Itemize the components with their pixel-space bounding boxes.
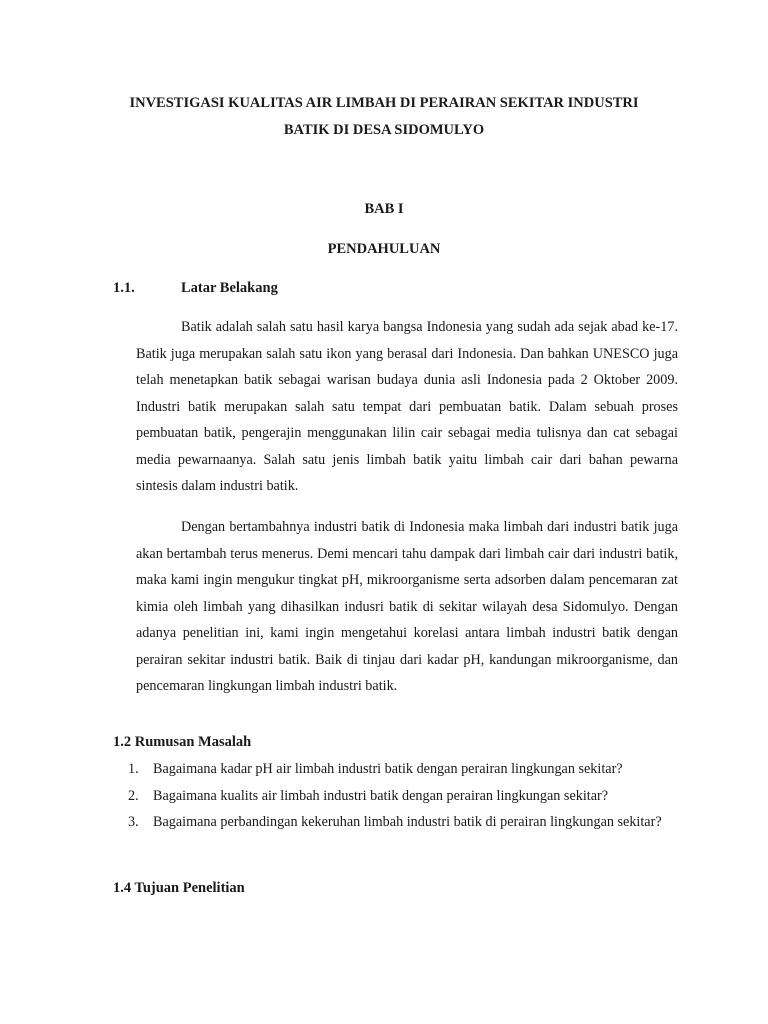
section-1-4-heading: 1.4 Tujuan Penelitian <box>113 880 245 896</box>
background-paragraph-1: Batik adalah salah satu hasil karya bangsa Indonesia yang sudah ada sejak abad ke-17. Batik juga merupakan salah satu ikon yang berasal dari Indonesia. Dan bahkan UNESCO juga telah menetapkan batik sebagai warisan budaya dunia asli Indonesia pada 2 Oktober 2009. Industri batik merupakan salah satu tempat dari pembuatan batik. Dalam sebuah proses pembuatan batik, pengerajin menggunakan lilin cair sebagai media tulisnya dan cat sebagai media pewarnaanya. Salah satu jenis limbah batik yaitu limbah cair dari bahan pewarna sintesis dalam industri batik. <box>136 319 678 494</box>
section-1-1-title: Latar Belakang <box>181 280 278 296</box>
title-line-1: INVESTIGASI KUALITAS AIR LIMBAH DI PERAIRAN SEKITAR INDUSTRI <box>129 95 639 111</box>
problem-statement-list <box>128 756 678 836</box>
title-line-2: BATIK DI DESA SIDOMULYO <box>283 122 485 138</box>
list-item-text: Bagaimana perbandingan kekeruhan limbah industri batik di perairan lingkungan sekitar? <box>153 814 662 830</box>
background-paragraph-2: Dengan bertambahnya industri batik di Indonesia maka limbah dari industri batik juga akan bertambah terus menerus. Demi mencari tahu dampak dari limbah cair dari industri batik, maka kami ingin mengukur tingkat pH, mikroorganisme serta adsorben dalam pencemaran zat kimia oleh limbah yang dihasilkan indusri batik di sekitar wilayah desa Sidomulyo. Dengan adanya penelitian ini, kami ingin mengetahui korelasi antara limbah industri batik dengan perairan sekitar industri batik. Baik di tinjau dari kadar pH, kandungan mikroorganisme, dan pencemaran lingkungan limbah industri batik. <box>136 519 678 694</box>
list-item-number: 3. <box>128 814 139 830</box>
section-1-1-number: 1.1. <box>113 280 135 296</box>
list-item <box>128 783 678 810</box>
list-item <box>128 809 678 836</box>
document-title <box>96 93 672 140</box>
list-item-text: Bagaimana kadar pH air limbah industri batik dengan perairan lingkungan sekitar? <box>153 761 623 777</box>
list-item-number: 2. <box>128 787 139 804</box>
chapter-title: PENDAHULUAN <box>327 241 441 257</box>
section-1-2-heading: 1.2 Rumusan Masalah <box>113 734 252 750</box>
chapter-number: BAB I <box>364 201 404 217</box>
list-item-number: 1. <box>128 761 139 777</box>
list-item-text: Bagaimana kualits air limbah industri batik dengan perairan lingkungan sekitar? <box>153 787 609 804</box>
list-item <box>128 756 678 783</box>
